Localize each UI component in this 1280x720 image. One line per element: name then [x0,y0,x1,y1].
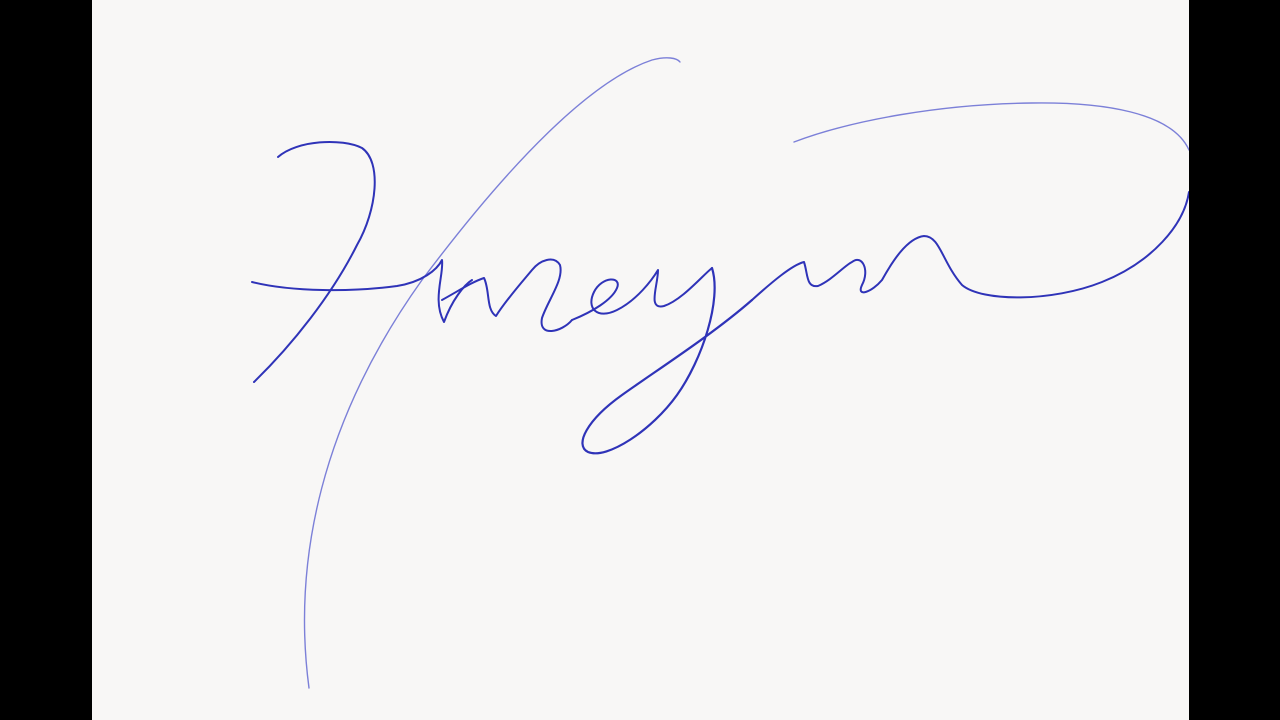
signature-h-crossbar-stroke [252,260,472,322]
signature-long-sweep-stroke [305,58,680,688]
signature-drawing [92,0,1189,720]
signature-i-n-tail-stroke [752,192,1189,300]
signature-y-loop-stroke [582,268,752,453]
signature-u-s-stroke [442,260,572,331]
signature-e-y-stroke [572,268,712,320]
signature-top-flourish-stroke [794,103,1189,150]
signature-h-left-stroke [254,142,375,382]
paper-sheet [92,0,1189,720]
